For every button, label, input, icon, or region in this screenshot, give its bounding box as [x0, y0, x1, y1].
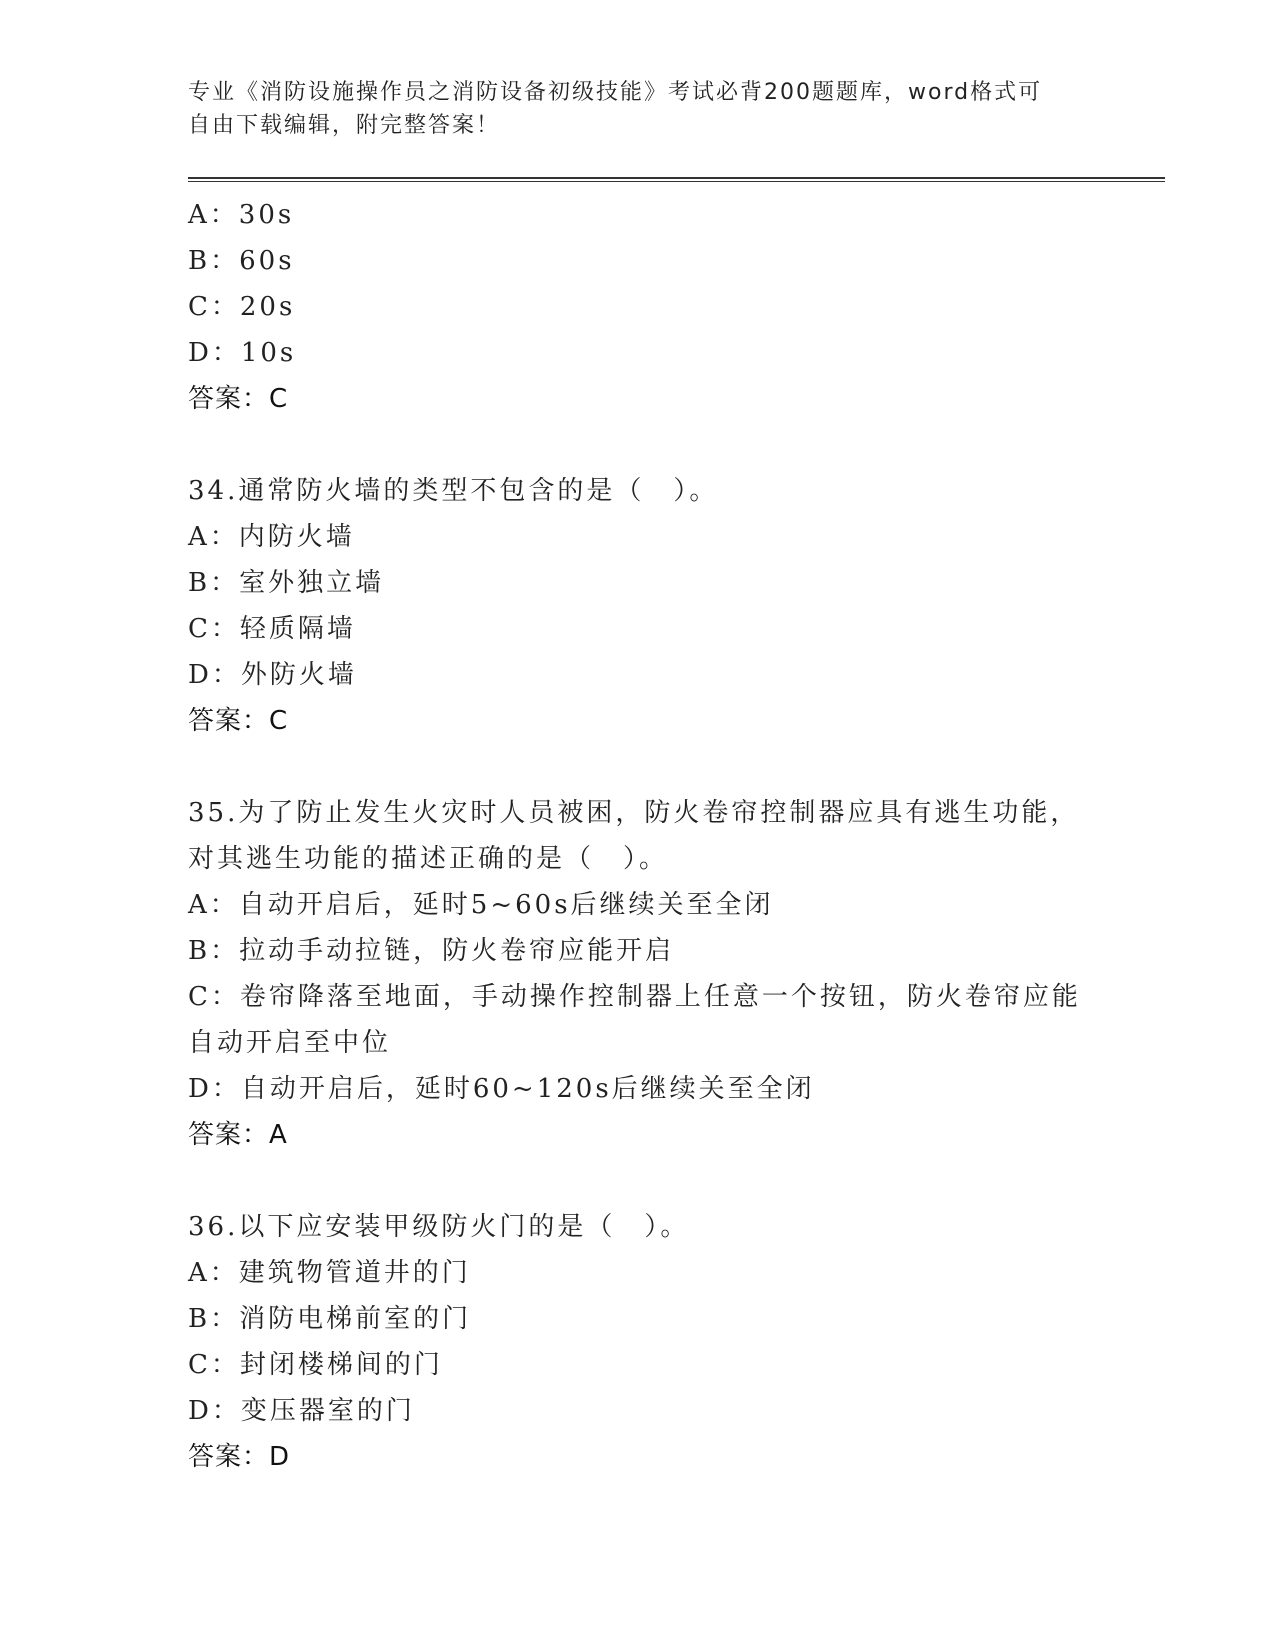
option-c-line-1: C：卷帘降落至地面，手动操作控制器上任意一个按钮，防火卷帘应能 — [188, 982, 1081, 1012]
answer: 答案：A — [188, 1120, 288, 1150]
question-list — [188, 192, 1088, 1480]
option-b: B：拉动手动拉链，防火卷帘应能开启 — [188, 936, 675, 966]
spacer — [188, 744, 1088, 790]
spacer — [188, 1158, 1088, 1204]
option-c: C：20s — [188, 292, 296, 322]
spacer — [188, 422, 1088, 468]
answer: 答案：C — [188, 706, 289, 736]
option-d: D：变压器室的门 — [188, 1396, 415, 1426]
option-b: B：60s — [188, 246, 295, 276]
question-33-options — [188, 192, 1088, 422]
option-a: A：内防火墙 — [188, 522, 355, 552]
option-c: C：轻质隔墙 — [188, 614, 356, 644]
document-header — [188, 76, 1088, 142]
header-line-1: 专业《消防设施操作员之消防设备初级技能》考试必背200题题库，word格式可 — [188, 80, 1043, 105]
header-divider — [188, 177, 1165, 182]
option-c-line-2: 自动开启至中位 — [188, 1028, 392, 1058]
option-b: B：消防电梯前室的门 — [188, 1304, 472, 1334]
option-d: D：外防火墙 — [188, 660, 357, 690]
question-stem-line-1: 35.为了防止发生火灾时人员被困，防火卷帘控制器应具有逃生功能， — [188, 798, 1080, 828]
answer: 答案：C — [188, 384, 289, 414]
question-stem: 36.以下应安装甲级防火门的是（ ）。 — [188, 1212, 690, 1242]
option-a: A：建筑物管道井的门 — [188, 1258, 471, 1288]
option-d: D：自动开启后，延时60~120s后继续关至全闭 — [188, 1074, 815, 1104]
option-b: B：室外独立墙 — [188, 568, 385, 598]
header-line-2: 自由下载编辑，附完整答案！ — [188, 113, 501, 138]
question-35 — [188, 790, 1088, 1158]
question-stem-line-2: 对其逃生功能的描述正确的是（ ）。 — [188, 844, 669, 874]
option-d: D：10s — [188, 338, 297, 368]
option-a: A：自动开启后，延时5~60s后继续关至全闭 — [188, 890, 774, 920]
question-34 — [188, 468, 1088, 744]
option-c: C：封闭楼梯间的门 — [188, 1350, 443, 1380]
answer: 答案：D — [188, 1442, 291, 1472]
question-36 — [188, 1204, 1088, 1480]
option-a: A：30s — [188, 200, 295, 230]
question-stem: 34.通常防火墙的类型不包含的是（ ）。 — [188, 476, 719, 506]
